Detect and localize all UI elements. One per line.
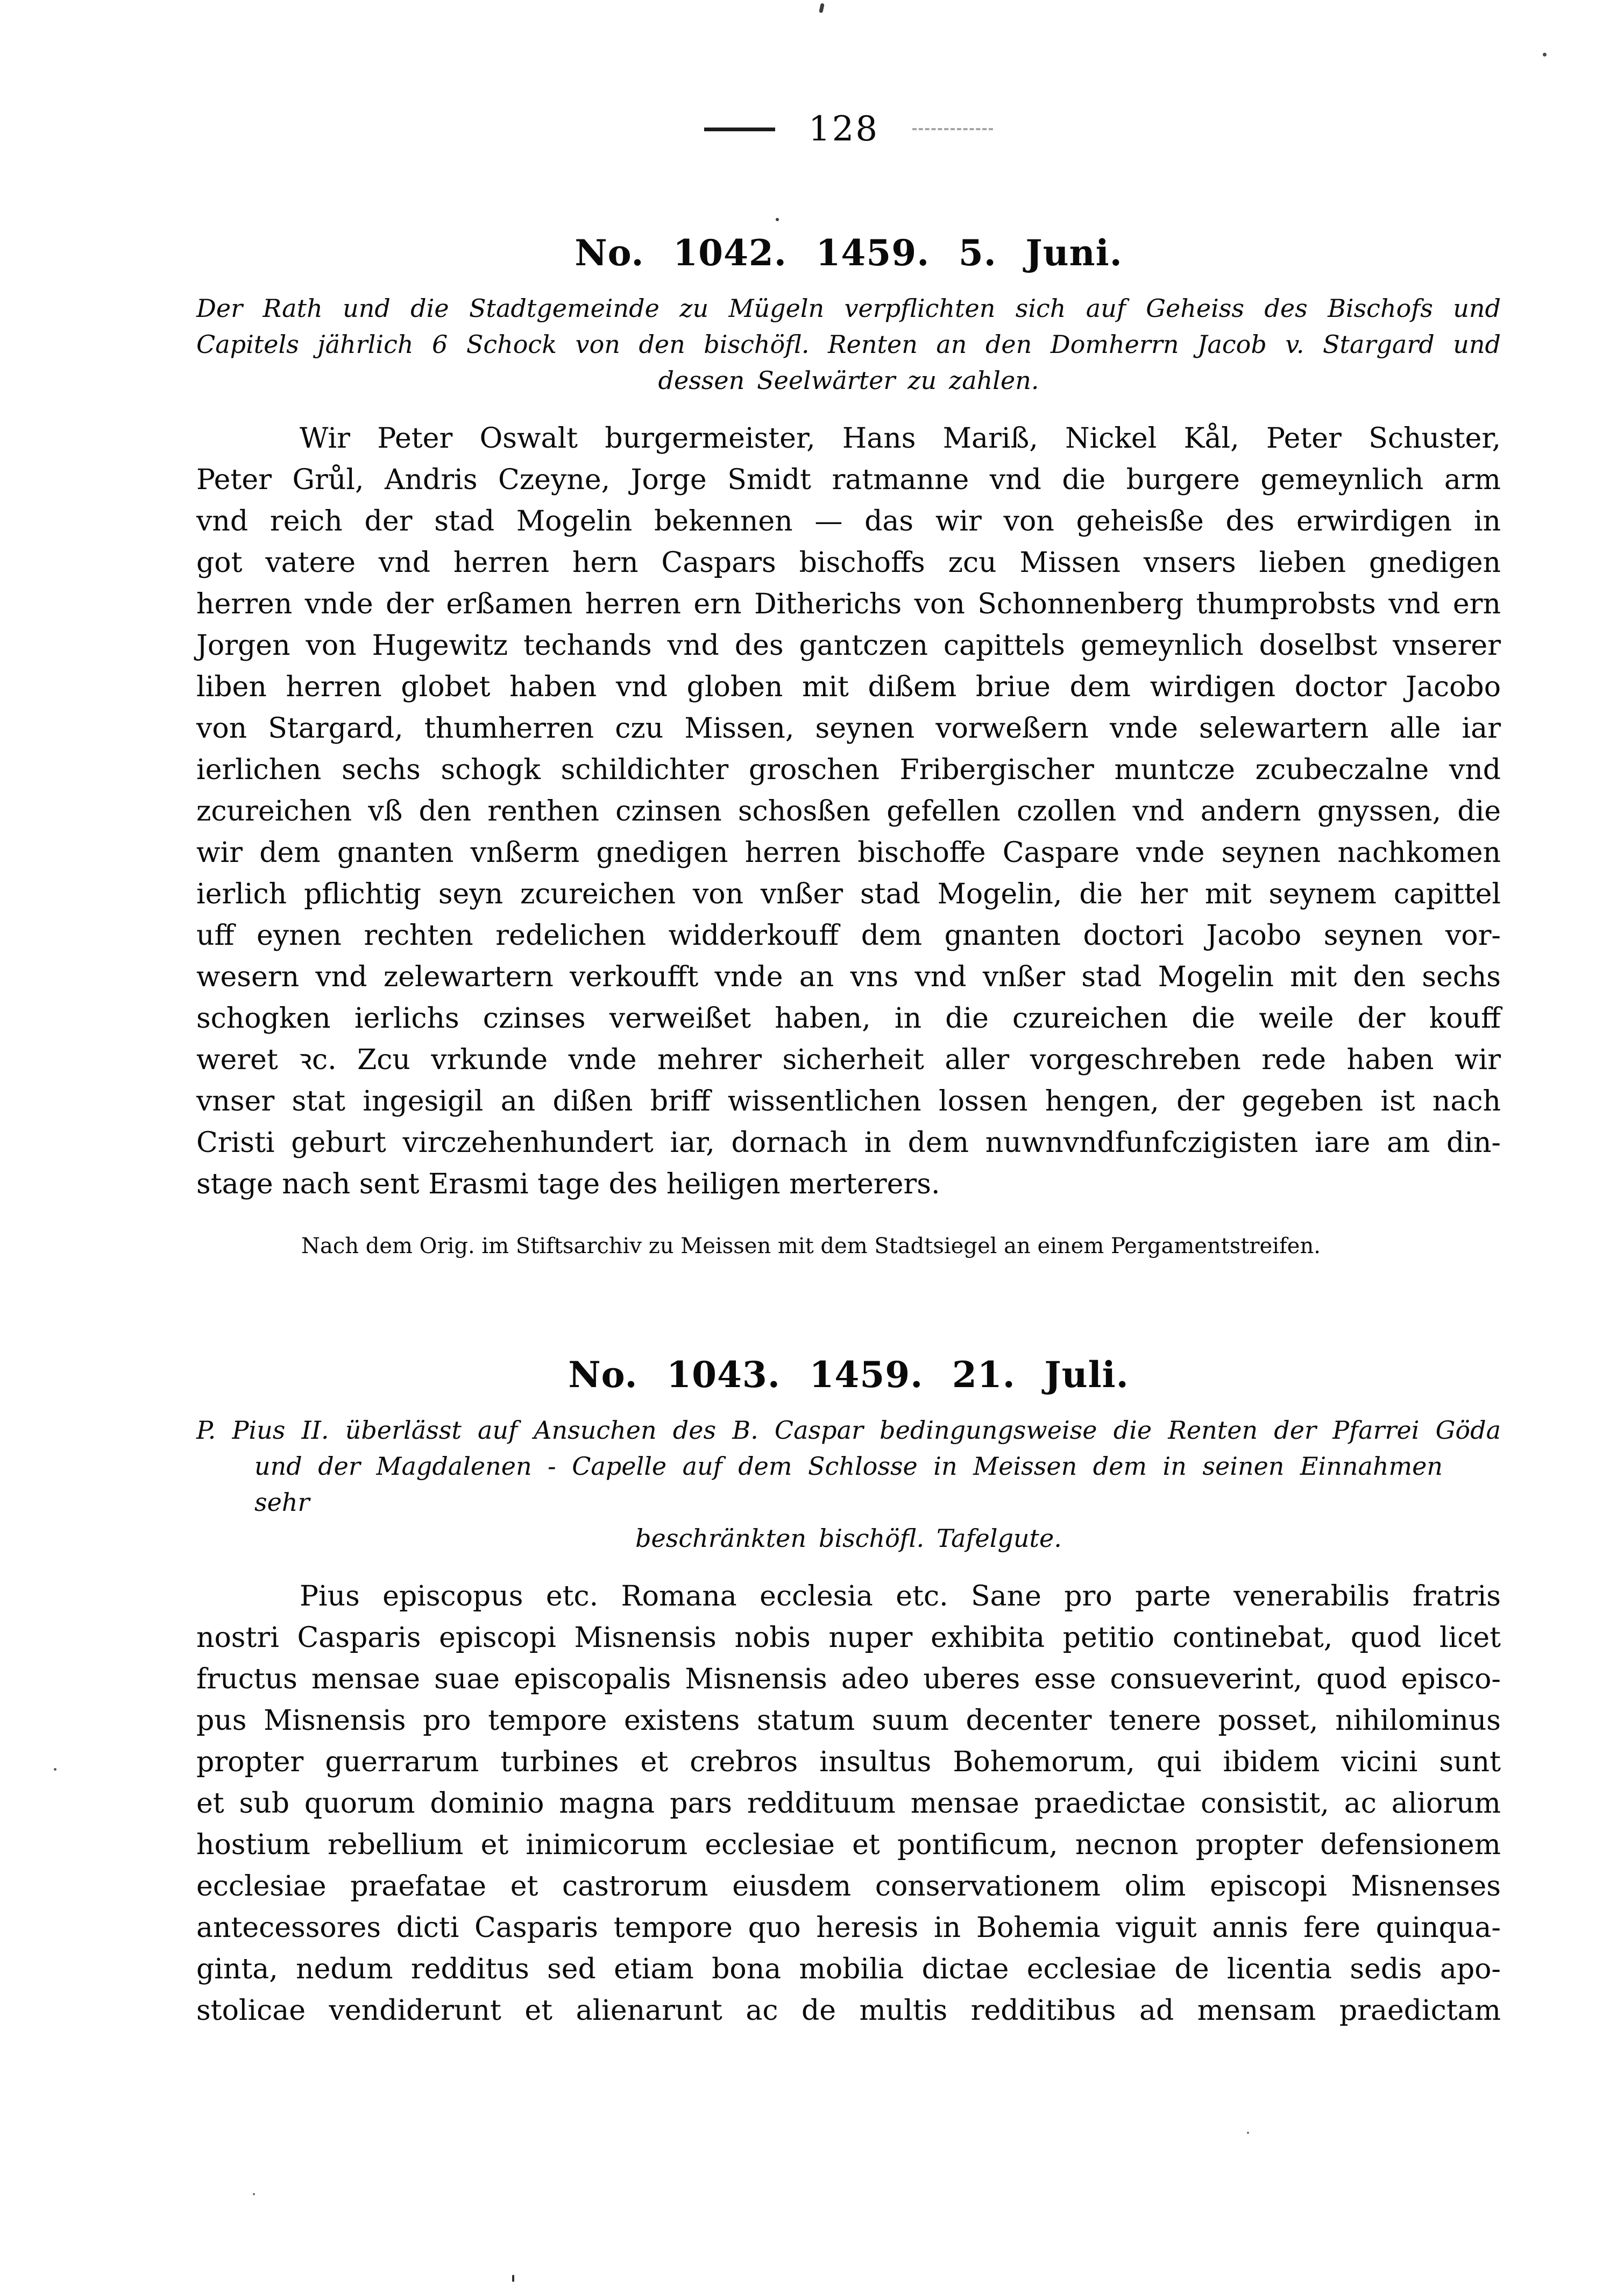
page-header [196, 108, 1501, 151]
scan-speck [253, 2193, 255, 2195]
body-line: weret ꝛc. Zcu vrkunde vnde mehrer sicherheit aller vorgeschreben rede haben wir [196, 1044, 1501, 1076]
document-heading-1043: No. 1043. 1459. 21. Juli. [568, 1354, 1129, 1396]
body-line: Cristi geburt virczehenhundert iar, dornach in dem nuwnvndfunfczigisten iare am din- [196, 1127, 1501, 1159]
scan-speck [54, 1768, 56, 1771]
source-note-1042: Nach dem Orig. im Stiftsarchiv zu Meissen mit dem Stadtsiegel an einem Pergamentstreifen. [301, 1234, 1321, 1258]
body-line: got vatere vnd herren hern Caspars bischoffs zcu Missen vnsers lieben gnedigen [196, 547, 1501, 579]
header-rule-right [912, 128, 993, 130]
scan-speck [512, 2275, 514, 2282]
body-line: Wir Peter Oswalt burgermeister, Hans Mariß, Nickel Kål, Peter Schuster, [300, 422, 1501, 455]
body-line: ierlichen sechs schogk schildichter groschen Fribergischer muntcze zcubeczalne vnd [196, 754, 1501, 786]
scan-speck [776, 218, 779, 221]
body-line: ecclesiae praefatae et castrorum eiusdem conservationem olim episcopi Misnenses [196, 1870, 1501, 1903]
scan-speck [819, 3, 825, 13]
body-line: Peter Grůl, Andris Czeyne, Jorge Smidt ratmanne vnd die burgere gemeynlich arm [196, 464, 1501, 496]
body-line: antecessores dicti Casparis tempore quo heresis in Bohemia viguit annis fere quinqua- [196, 1912, 1501, 1944]
scan-speck [1247, 2132, 1249, 2134]
summary-line: dessen Seelwärter zu zahlen. [658, 366, 1039, 395]
page-number: 128 [808, 109, 880, 149]
header-rule-left [704, 128, 775, 131]
body-line: zcureichen vß den renthen czinsen schosßen gefellen czollen vnd andern gnyssen, die [196, 795, 1501, 828]
body-line: schogken ierlichs czinses verweißet haben, in die czureichen die weile der kouff [196, 1002, 1501, 1035]
body-line: ginta, nedum redditus sed etiam bona mobilia dictae ecclesiae de licentia sedis apo- [196, 1953, 1501, 1985]
body-line: et sub quorum dominio magna pars reddituum mensae praedictae consistit, ac aliorum [196, 1787, 1501, 1820]
summary-line: beschränkten bischöfl. Tafelgute. [635, 1524, 1062, 1553]
body-line: fructus mensae suae episcopalis Misnensis adeo uberes esse consueverint, quod episco- [196, 1663, 1501, 1695]
body-line: Jorgen von Hugewitz techands vnd des gantczen capittels gemeynlich doselbst vnserer [196, 630, 1501, 662]
body-line: wesern vnd zelewartern verkoufft vnde an vns vnd vnßer stad Mogelin mit den sechs [196, 961, 1501, 993]
body-line: vnd reich der stad Mogelin bekennen — das wir von geheisße des erwirdigen in [196, 505, 1501, 538]
text-column [196, 108, 1501, 2032]
summary-line: P. Pius II. überlässt auf Ansuchen des B. Caspar bedingungsweise die Renten der Pfarrei Göda [196, 1416, 1501, 1445]
body-line: Pius episcopus etc. Romana ecclesia etc. Sane pro parte venerabilis fratris [300, 1580, 1501, 1613]
body-line: uff eynen rechten redelichen widderkouff dem gnanten doctori Jacobo seynen vor- [196, 920, 1501, 952]
scan-speck [1543, 53, 1547, 56]
document-body-1042 [196, 418, 1501, 1205]
body-line: liben herren globet haben vnd globen mit dißem briue dem wirdigen doctor Jacobo [196, 671, 1501, 703]
document-entry-1042 [196, 231, 1501, 1259]
document-summary-1043 [196, 1412, 1501, 1557]
document-body-1043 [196, 1576, 1501, 2032]
document-entry-1043 [196, 1353, 1501, 2032]
document-heading-1042: No. 1042. 1459. 5. Juni. [575, 232, 1123, 274]
body-line: vnser stat ingesigil an dißen briff wissentlichen lossen hengen, der gegeben ist nach [196, 1085, 1501, 1118]
body-line: hostium rebellium et inimicorum ecclesiae et pontificum, necnon propter defensionem [196, 1829, 1501, 1861]
body-line: von Stargard, thumherren czu Missen, seynen vorweßern vnde selewartern alle iar [196, 712, 1501, 745]
summary-line: Capitels jährlich 6 Schock von den bischöfl. Renten an den Domherrn Jacob v. Stargard und [196, 330, 1501, 359]
body-line: stage nach sent Erasmi tage des heiligen merterers. [196, 1168, 940, 1200]
body-line: propter guerrarum turbines et crebros insultus Bohemorum, qui ibidem vicini sunt [196, 1746, 1501, 1778]
body-line: nostri Casparis episcopi Misnensis nobis nuper exhibita petitio continebat, quod licet [196, 1622, 1501, 1654]
summary-line: und der Magdalenen - Capelle auf dem Schlosse in Meissen dem in seinen Einnahmen sehr [254, 1452, 1443, 1517]
body-line: wir dem gnanten vnßerm gnedigen herren bischoffe Caspare vnde seynen nachkomen [196, 837, 1501, 869]
body-line: ierlich pflichtig seyn zcureichen von vnßer stad Mogelin, die her mit seynem capittel [196, 878, 1501, 910]
summary-line: Der Rath und die Stadtgemeinde zu Mügeln verpflichten sich auf Geheiss des Bischofs und [196, 294, 1501, 323]
document-summary-1042 [196, 291, 1501, 399]
body-line: herren vnde der erßamen herren ern Ditherichs von Schonnenberg thumprobsts vnd ern [196, 588, 1501, 620]
body-line: stolicae vendiderunt et alienarunt ac de multis redditibus ad mensam praedictam [196, 1995, 1501, 2027]
body-line: pus Misnensis pro tempore existens statum suum decenter tenere posset, nihilominus [196, 1705, 1501, 1737]
